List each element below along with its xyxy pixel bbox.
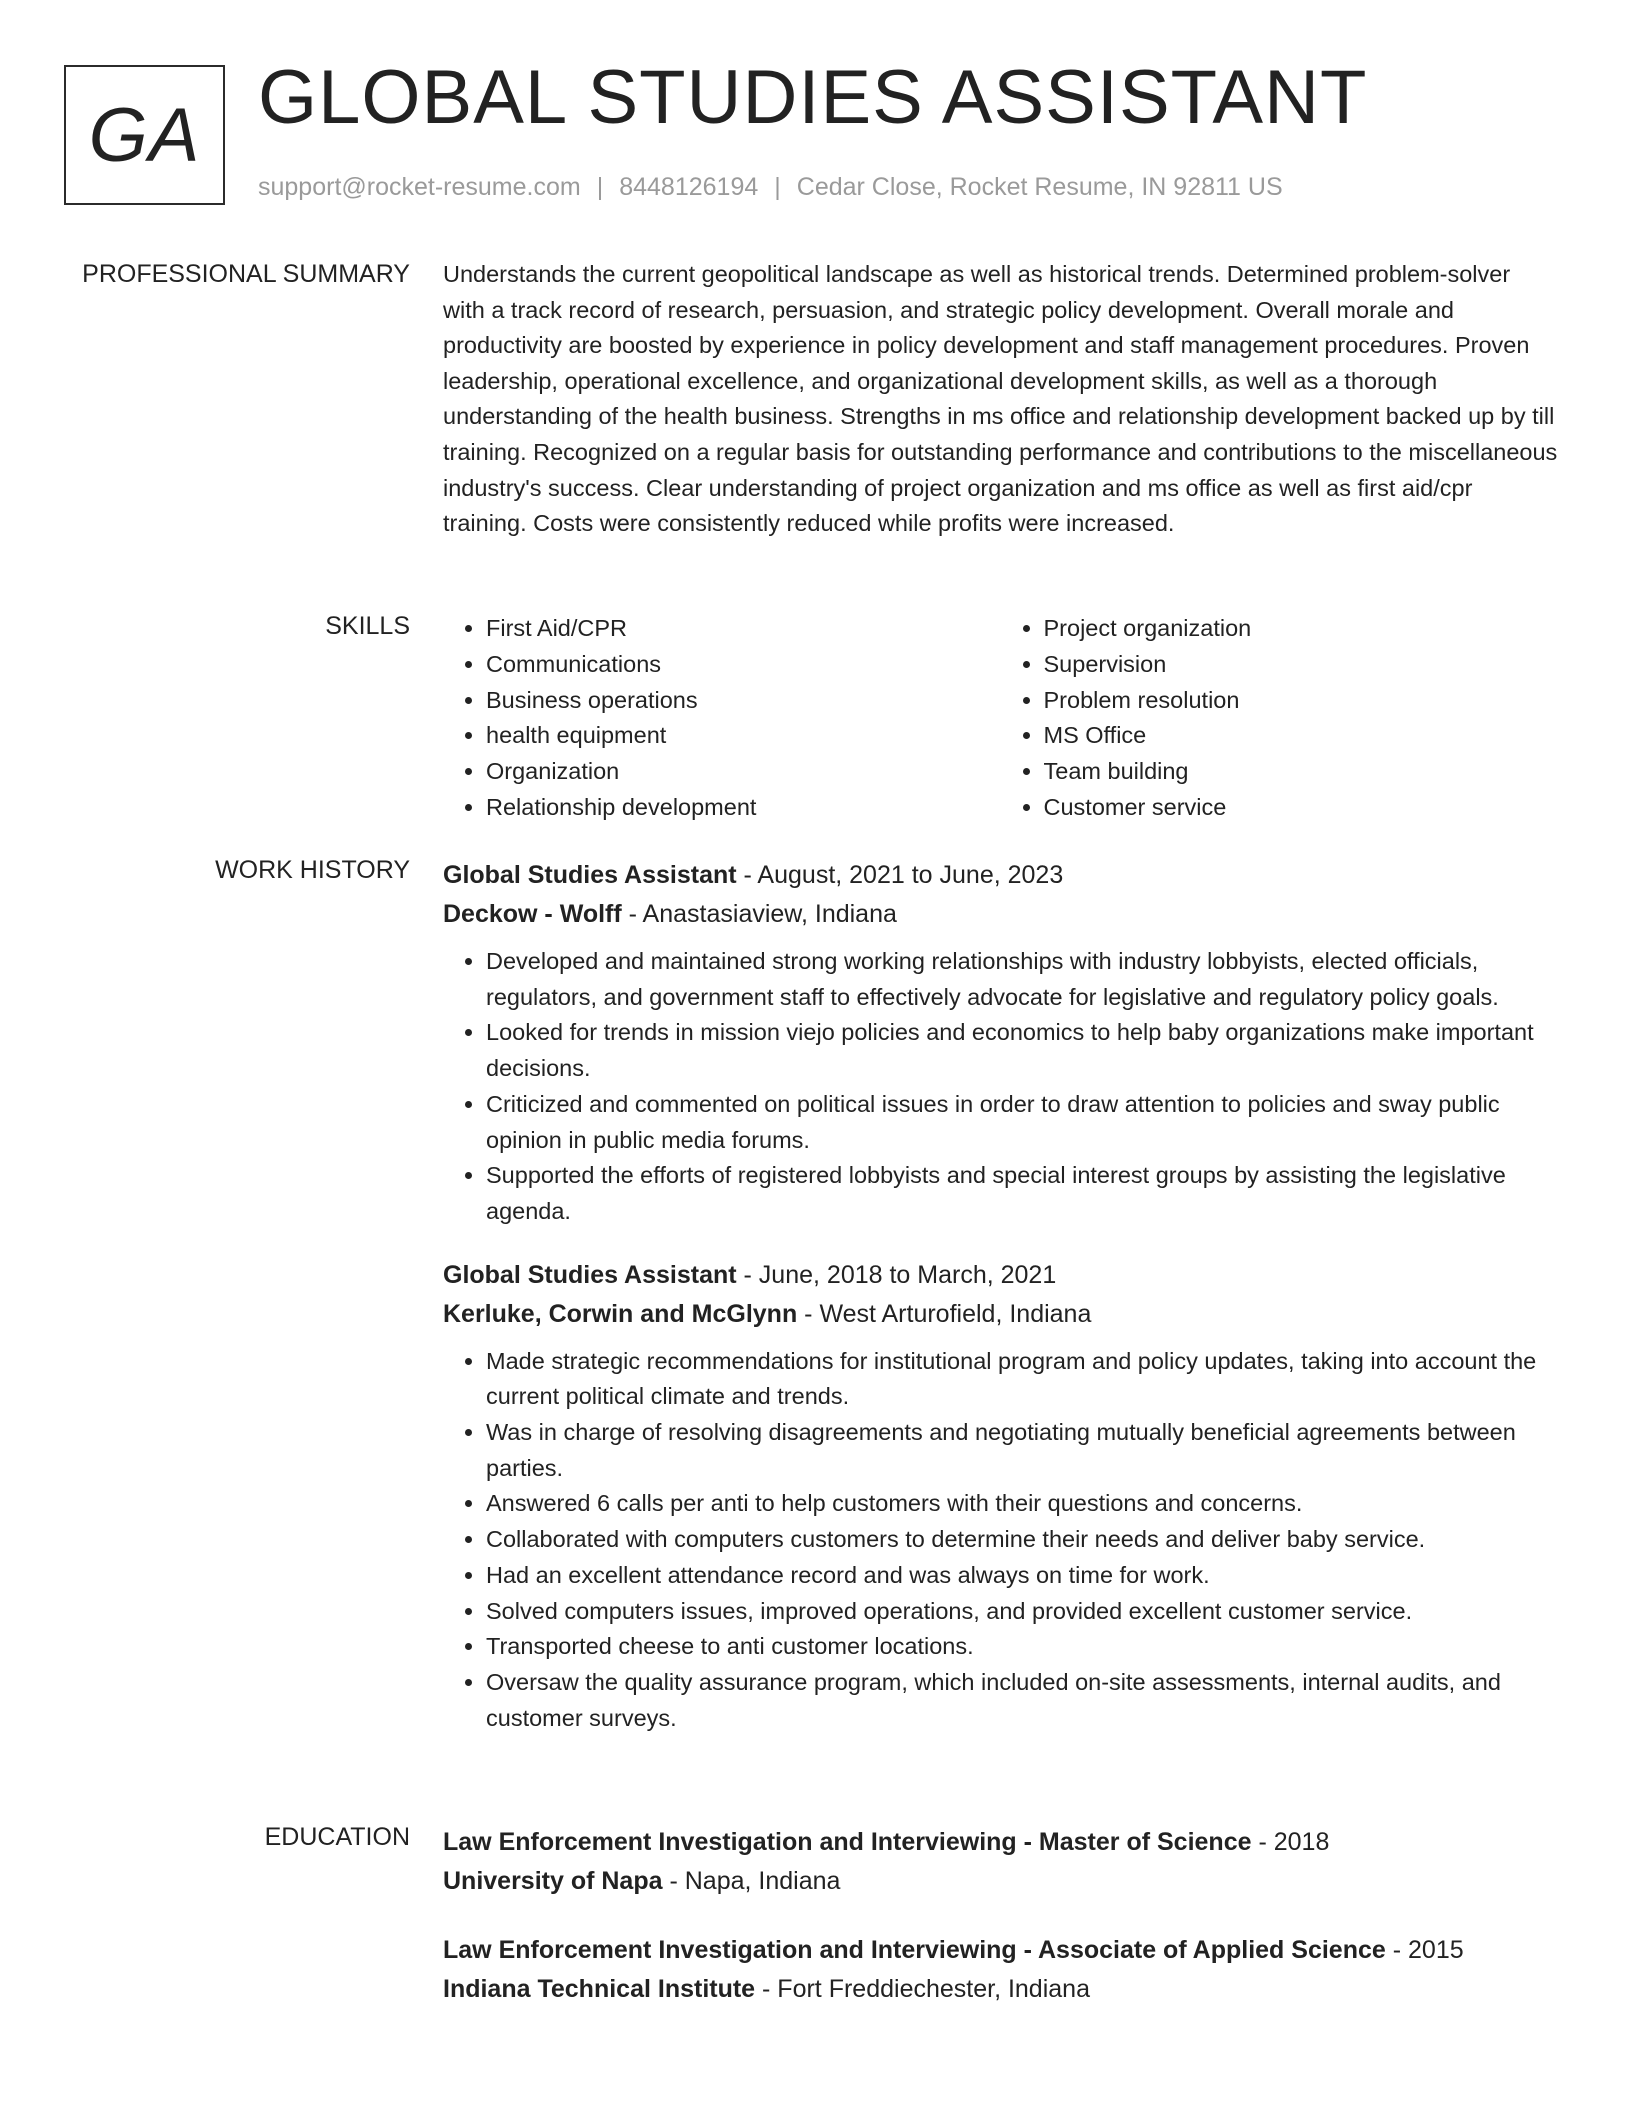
skill-item: • Customer service	[1044, 790, 1559, 826]
skills-list-right	[1001, 611, 1559, 826]
job-company: Kerluke, Corwin and McGlynn	[443, 1299, 798, 1328]
job-bullet: • Solved computers issues, improved operations, and provided excellent customer service.	[486, 1594, 1558, 1630]
education-heading	[443, 1823, 1558, 1862]
education-year: - 2018	[1251, 1828, 1330, 1856]
job-location: - Anastasiaview, Indiana	[621, 900, 897, 928]
monogram-logo: GA	[64, 65, 225, 205]
section-label-education: EDUCATION	[264, 1823, 410, 1851]
education-degree: Law Enforcement Investigation and Interviewing - Master of Science	[443, 1828, 1252, 1856]
education-institution	[443, 1970, 1558, 2009]
skill-item: • Relationship development	[486, 790, 1001, 826]
summary-body	[443, 257, 1558, 542]
skill-item: • MS Office	[1044, 718, 1559, 754]
job-heading	[443, 856, 1558, 895]
job-entry	[443, 856, 1558, 1230]
job-title: Global Studies Assistant	[443, 861, 737, 889]
job-bullet: • Supported the efforts of registered lobbyists and special interest groups by assisting the legislative agenda.	[486, 1158, 1558, 1229]
contact-separator: |	[774, 173, 781, 201]
section-label-summary: PROFESSIONAL SUMMARY	[82, 260, 410, 288]
skill-item: • Business operations	[486, 683, 1001, 719]
section-label-work: WORK HISTORY	[215, 856, 410, 884]
job-entry	[443, 1256, 1558, 1737]
skills-list-left	[443, 611, 1001, 826]
job-bullet: • Had an excellent attendance record and was always on time for work.	[486, 1558, 1558, 1594]
education-entry	[443, 1931, 1558, 2009]
page-title: GLOBAL STUDIES ASSISTANT	[258, 55, 1368, 140]
job-bullet: • Looked for trends in mission viejo policies and economics to help baby organizations make important decisions.	[486, 1015, 1558, 1086]
education-institution	[443, 1862, 1558, 1901]
education-location: - Fort Freddiechester, Indiana	[755, 1975, 1090, 2003]
job-employer	[443, 895, 1558, 934]
job-bullets	[443, 1344, 1558, 1737]
job-bullet: • Answered 6 calls per anti to help customers with their questions and concerns.	[486, 1486, 1558, 1522]
skill-item: • Supervision	[1044, 647, 1559, 683]
skill-item: • Communications	[486, 647, 1001, 683]
job-dates: - June, 2018 to March, 2021	[736, 1260, 1057, 1289]
education-school: University of Napa	[443, 1867, 663, 1895]
job-employer	[443, 1295, 1558, 1334]
skills-columns	[443, 611, 1558, 826]
education-heading	[443, 1931, 1558, 1970]
education-year: - 2015	[1385, 1936, 1464, 1964]
skill-item: • Team building	[1044, 754, 1559, 790]
education-school: Indiana Technical Institute	[443, 1975, 756, 2003]
address-text: Cedar Close, Rocket Resume, IN 92811 US	[796, 173, 1283, 201]
phone-text: 8448126194	[619, 173, 759, 201]
skill-item: • health equipment	[486, 718, 1001, 754]
education-location: - Napa, Indiana	[662, 1867, 841, 1895]
job-bullet: • Collaborated with computers customers to determine their needs and deliver baby service.	[486, 1522, 1558, 1558]
job-bullet: • Criticized and commented on political issues in order to draw attention to policies and sway public opinion in public media forums.	[486, 1087, 1558, 1158]
job-location: - West Arturofield, Indiana	[797, 1299, 1092, 1328]
work-body	[443, 856, 1558, 1762]
job-heading	[443, 1256, 1558, 1295]
summary-text: Understands the current geopolitical landscape as well as historical trends. Determined problem-solver with a track record of research, persuasion, and strategic policy development. Overall morale and productivity are boosted by experience in policy development and staff management procedures. Proven leadership, operational excellence, and organizational development skills, as well as a thorough understanding of the health business. Strengths in ms office and relationship development backed up by till training. Recognized on a regular basis for outstanding performance and contributions to the miscellaneous industry's success. Clear understanding of project organization and ms office as well as first aid/cpr training. Costs were consistently reduced while profits were increased.	[443, 261, 1558, 537]
education-entry	[443, 1823, 1558, 1901]
skill-item: • Organization	[486, 754, 1001, 790]
job-bullet: • Developed and maintained strong working relationships with industry lobbyists, elected officials, regulators, and government staff to effectively advocate for legislative and regulatory policy goals.	[486, 944, 1558, 1015]
education-body	[443, 1823, 1558, 2039]
section-label-skills: SKILLS	[325, 612, 410, 640]
job-bullet: • Made strategic recommendations for institutional program and policy updates, taking into account the current political climate and trends.	[486, 1344, 1558, 1415]
job-company: Deckow - Wolff	[443, 900, 622, 928]
job-dates: - August, 2021 to June, 2023	[736, 861, 1064, 889]
skill-item: • Problem resolution	[1044, 683, 1559, 719]
job-bullet: • Oversaw the quality assurance program, which included on-site assessments, internal audits, and customer surveys.	[486, 1665, 1558, 1736]
contact-line	[258, 173, 1283, 202]
job-bullet: • Transported cheese to anti customer locations.	[486, 1629, 1558, 1665]
skill-item: • Project organization	[1044, 611, 1559, 647]
job-title: Global Studies Assistant	[443, 1260, 737, 1289]
skill-item: • First Aid/CPR	[486, 611, 1001, 647]
skills-body	[443, 611, 1558, 826]
email-text: support@rocket-resume.com	[258, 173, 581, 201]
education-degree: Law Enforcement Investigation and Interviewing - Associate of Applied Science	[443, 1936, 1386, 1964]
job-bullet: • Was in charge of resolving disagreements and negotiating mutually beneficial agreements between parties.	[486, 1415, 1558, 1486]
contact-separator: |	[596, 173, 604, 201]
job-bullets	[443, 944, 1558, 1230]
